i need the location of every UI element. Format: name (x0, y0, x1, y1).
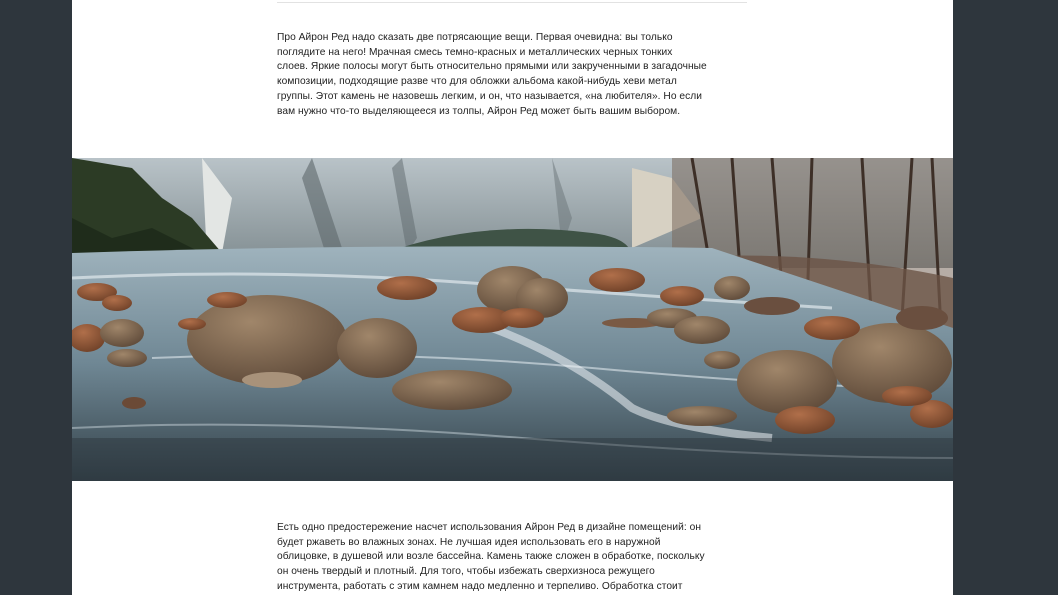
top-divider (277, 0, 747, 3)
article-page (72, 0, 953, 595)
article-paragraph-2: Есть одно предостережение насчет использования Айрон Ред в дизайне помещений: он будет ржаветь во влажных зонах. Не лучшая идея использовать его в наружной облицовке, в душевой или возле бассейна. Камень также сложен в обработке, поскольку он очень твердый и плотный. Для того, чтобы избежать сверхизноса режущего инструмента, работать с этим камнем надо медленно и терпеливо. Обработка стоит (277, 522, 705, 592)
river-rocks-photo (72, 158, 953, 481)
article-paragraph-1: Про Айрон Ред надо сказать две потрясающие вещи. Первая очевидна: вы только поглядите на него! Мрачная смесь темно-красных и металлических черных тонких слоев. Яркие полосы могут быть относительно прямыми или закрученными в загадочные композиции, подходящие разве что для обложки альбома какой-нибудь хеви метал группы. Этот камень не назовешь легким, и он, что называется, «на любителя». Но если вам нужно что-то выделяющееся из толпы, Айрон Ред может быть вашим выбором. (277, 32, 707, 117)
